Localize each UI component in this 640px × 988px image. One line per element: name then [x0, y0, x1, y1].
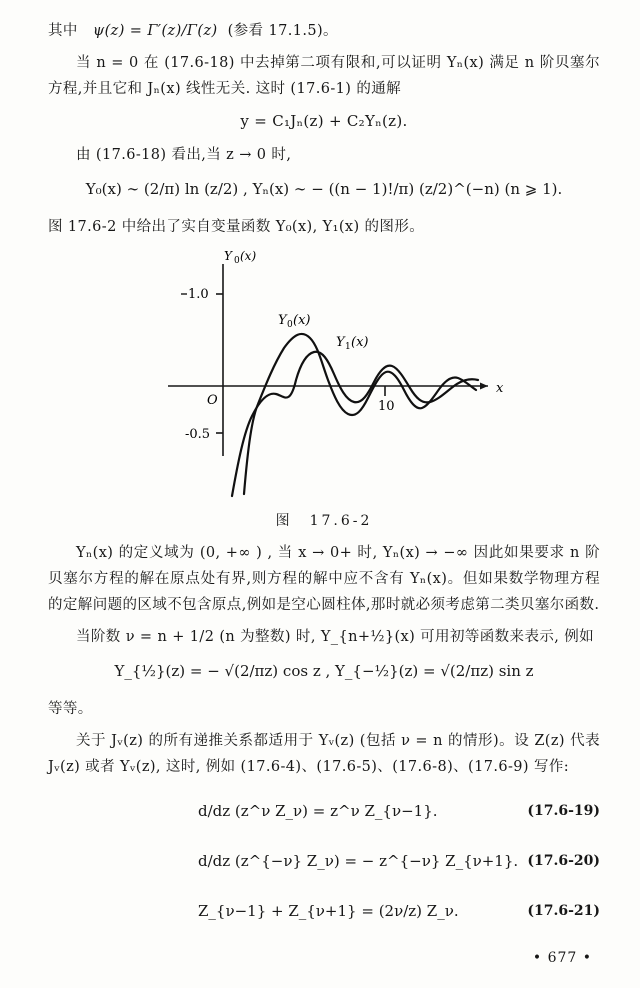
equation-17-6-19-body: d/dz (z^ν Z_ν) = z^ν Z_{ν−1}.	[198, 802, 438, 820]
figure-curve-label-y1: Y	[336, 335, 345, 350]
svg-text:(x): (x)	[240, 249, 257, 263]
equation-17-6-21-body: Z_{ν−1} + Z_{ν+1} = (2ν/z) Z_ν.	[198, 902, 459, 920]
equation-17-6-21-tag: (17.6-21)	[527, 903, 600, 919]
svg-text:0: 0	[287, 320, 293, 330]
equation-17-6-20-body: d/dz (z^{−ν} Z_ν) = − z^{−ν} Z_{ν+1}.	[198, 852, 519, 870]
paragraph-5: Yₙ(x) 的定义域为 (0, +∞ ) , 当 x → 0+ 时, Yₙ(x) → −∞ 因此如果要求 n 阶贝塞尔方程的解在原点处有界,则方程的解中应不含有 Yₙ(x)。但如果数学物理方程的定解问题的区域不包含原点,例如是空心圆柱体,那时就必须考虑第二类贝塞尔函数.	[48, 545, 600, 613]
figure-ytick-neg05: -0.5	[185, 427, 211, 442]
svg-text:(x): (x)	[351, 335, 369, 350]
equation-row-17-6-20	[48, 846, 600, 880]
svg-text:(x): (x)	[293, 313, 311, 328]
equation-general-solution: y = C₁Jₙ(z) + C₂Yₙ(z).	[240, 112, 408, 130]
figure-x-axis-label: x	[496, 381, 504, 396]
figure-17-6-2	[48, 246, 600, 508]
page-content	[48, 18, 600, 942]
figure-curve-label-y0: Y	[278, 313, 287, 328]
svg-text:1: 1	[345, 342, 351, 352]
paragraph-8: 关于 Jᵥ(z) 的所有递推关系都适用于 Yᵥ(z) (包括 ν = n 的情形)。设 Z(z) 代表 Jᵥ(z) 或者 Yᵥ(z), 这时, 例如 (17.6-4)、(17.6-5)、(17.6-8)、(17.6-9) 写作:	[48, 733, 600, 775]
paragraph-1-math: ψ(z) = Γ′(z)/Γ(z)	[92, 23, 218, 39]
figure-y-axis-label: Y	[224, 249, 232, 263]
page-number: • 677 •	[532, 950, 592, 966]
equation-row-17-6-21	[48, 896, 600, 930]
paragraph-1-post: (参看 17.1.5)。	[227, 23, 338, 39]
equation-17-6-20-tag: (17.6-20)	[527, 853, 600, 869]
figure-ytick-1: 1.0	[188, 287, 209, 302]
paragraph-7: 等等。	[48, 701, 93, 717]
paragraph-1	[48, 18, 600, 44]
paragraph-1-pre: 其中	[48, 23, 78, 39]
figure-origin-label: O	[207, 393, 218, 408]
paragraph-6: 当阶数 ν = n + 1/2 (n 为整数) 时, Y_{n+½}(x) 可用初等函数来表示, 例如	[76, 629, 595, 645]
figure-xtick-10: 10	[378, 399, 395, 414]
equation-17-6-19-tag: (17.6-19)	[527, 803, 600, 819]
equation-half-order: Y_{½}(z) = − √(2/πz) cos z , Y_{−½}(z) = √(2/πz) sin z	[114, 662, 534, 680]
equation-row-17-6-19	[48, 796, 600, 830]
paragraph-3: 由 (17.6-18) 看出,当 z → 0 时,	[76, 147, 292, 163]
paragraph-2: 当 n = 0 在 (17.6-18) 中去掉第二项有限和,可以证明 Yₙ(x) 满足 n 阶贝塞尔方程,并且它和 Jₙ(x) 线性无关. 这时 (17.6-1) 的通解	[48, 55, 600, 97]
figure-y-axis-sub: 0	[234, 256, 240, 266]
figure-plot	[48, 246, 600, 508]
paragraph-4: 图 17.6-2 中给出了实自变量函数 Y₀(x), Y₁(x) 的图形。	[48, 219, 425, 235]
equation-asymptotic: Y₀(x) ∼ (2/π) ln (z/2) , Yₙ(x) ∼ − ((n − 1)!/π) (z/2)^(−n) (n ⩾ 1).	[85, 180, 563, 198]
figure-caption: 图 17.6-2	[275, 513, 373, 529]
